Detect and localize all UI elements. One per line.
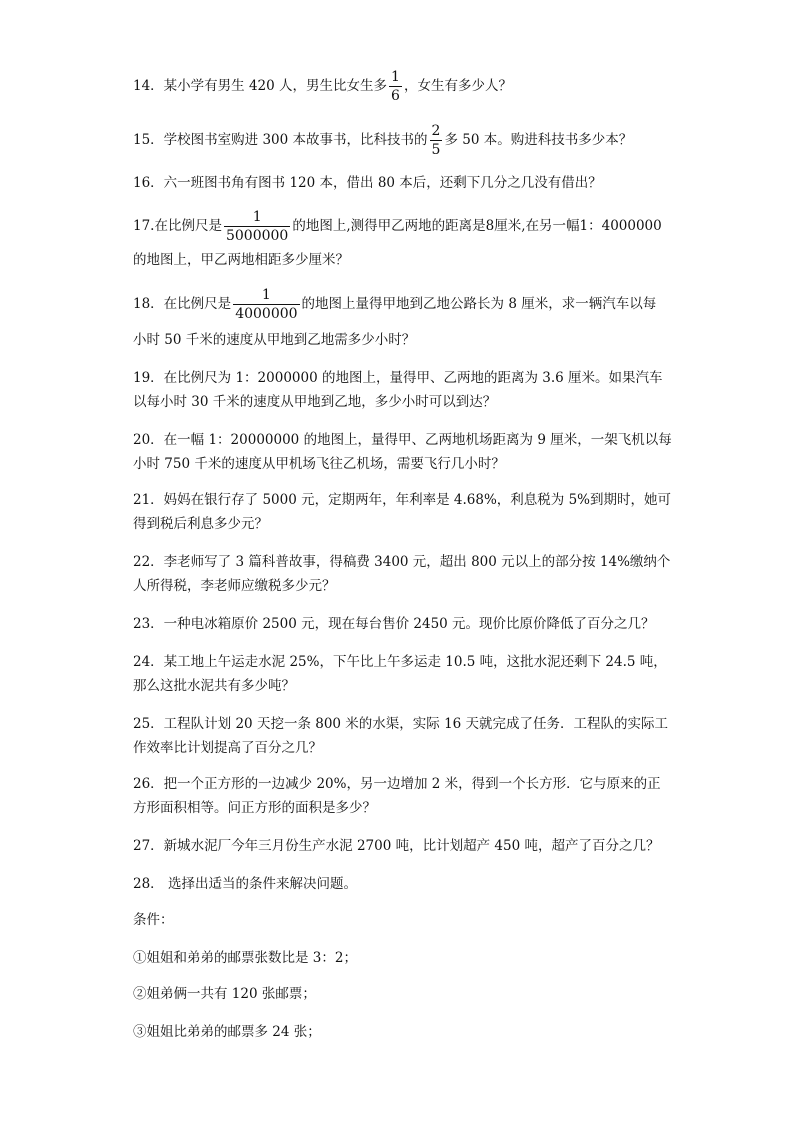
question-24-continuation: 那么这批水泥共有多少吨？	[133, 678, 295, 694]
fraction-numerator: 2	[431, 123, 441, 139]
question-27: 27．新城水泥厂今年三月份生产水泥 2700 吨，比计划超产 450 吨，超产了百分之几？	[133, 838, 660, 854]
question-15	[133, 124, 632, 157]
question-14-text-b: ，女生有多少人？	[403, 78, 512, 94]
question-24: 24．某工地上午运走水泥 25%，下午比上午多运走 10.5 吨，这批水泥还剩下 24.5 吨，	[133, 654, 667, 670]
question-15-text-b: 多 50 本。购进科技书多少本？	[444, 132, 633, 148]
condition-item: ②姐弟俩一共有 120 张邮票；	[133, 986, 316, 1002]
question-15-text-a: 15．学校图书室购进 300 本故事书，比科技书的	[133, 132, 428, 148]
fraction	[233, 288, 299, 321]
fraction-numerator: 1	[252, 209, 262, 225]
fraction	[389, 70, 402, 103]
question-17	[133, 210, 662, 243]
question-18-continuation: 小时 50 千米的速度从甲地到乙地需多少小时？	[133, 332, 416, 348]
fraction-denominator: 6	[391, 88, 400, 104]
question-19: 19．在比例尺为 1：2000000 的地图上，量得甲、乙两地的距离为 3.6 厘米。如果汽车	[133, 370, 663, 386]
condition-item: ③姐姐比弟弟的邮票多 24 张；	[133, 1024, 321, 1040]
fraction-bar	[233, 304, 299, 305]
question-21: 21．妈妈在银行存了 5000 元，定期两年，年利率是 4.68%，利息税为 5%到期时，她可	[133, 492, 672, 508]
fraction	[430, 124, 443, 157]
question-14	[133, 70, 512, 103]
question-22: 22．李老师写了 3 篇科普故事，得稿费 3400 元，超出 800 元以上的部分按 14%缴纳个	[133, 554, 671, 570]
question-18-text-b: 的地图上量得甲地到乙地公路长为 8 厘米，求一辆汽车以每	[301, 296, 657, 312]
fraction-denominator: 5	[431, 142, 441, 158]
question-17-continuation: 的地图上，甲乙两地相距多少厘米？	[133, 252, 349, 268]
question-26-continuation: 方形面积相等。问正方形的面积是多少？	[133, 800, 376, 816]
question-20: 20．在一幅 1：20000000 的地图上，量得甲、乙两地机场距离为 9 厘米，一架飞机以每	[133, 432, 672, 448]
question-22-continuation: 人所得税，李老师应缴税多少元？	[133, 578, 336, 594]
fraction-denominator: 4000000	[235, 306, 298, 322]
question-25: 25．工程队计划 20 天挖一条 800 米的水渠，实际 16 天就完成了任务．工程队的实际工	[133, 716, 669, 732]
fraction-bar	[430, 140, 443, 141]
fraction-bar	[389, 86, 402, 87]
question-18-text-a: 18．在比例尺是	[133, 296, 232, 312]
question-20-continuation: 小时 750 千米的速度从甲机场飞往乙机场，需要飞行几小时？	[133, 456, 505, 472]
fraction-bar	[224, 226, 290, 227]
fraction-numerator: 1	[261, 287, 271, 303]
question-28: 28． 选择出适当的条件来解决问题。	[133, 876, 357, 892]
fraction-numerator: 1	[391, 69, 400, 85]
fraction-denominator: 5000000	[225, 228, 289, 244]
question-14-text-a: 14．某小学有男生 420 人，男生比女生多	[133, 78, 388, 94]
condition-item: ①姐姐和弟弟的邮票张数比是 3：2；	[133, 950, 357, 966]
question-17-text-b: 的地图上,测得甲乙两地的距离是8厘米,在另一幅1：4000000	[292, 218, 662, 234]
question-18	[133, 288, 656, 321]
question-16: 16．六一班图书角有图书 120 本，借出 80 本后，还剩下几分之几没有借出？	[133, 175, 602, 191]
question-19-continuation: 以每小时 30 千米的速度从甲地到乙地，多少小时可以到达？	[133, 394, 497, 410]
question-25-continuation: 作效率比计划提高了百分之几？	[133, 740, 322, 756]
conditions-label: 条件：	[133, 912, 174, 928]
question-23: 23．一种电冰箱原价 2500 元，现在每台售价 2450 元。现价比原价降低了百分之几？	[133, 616, 655, 632]
question-26: 26．把一个正方形的一边减少 20%，另一边增加 2 米，得到一个长方形．它与原来的正	[133, 776, 661, 792]
question-17-text-a: 17.在比例尺是	[133, 218, 222, 234]
question-21-continuation: 得到税后利息多少元？	[133, 516, 268, 532]
fraction	[224, 210, 290, 243]
